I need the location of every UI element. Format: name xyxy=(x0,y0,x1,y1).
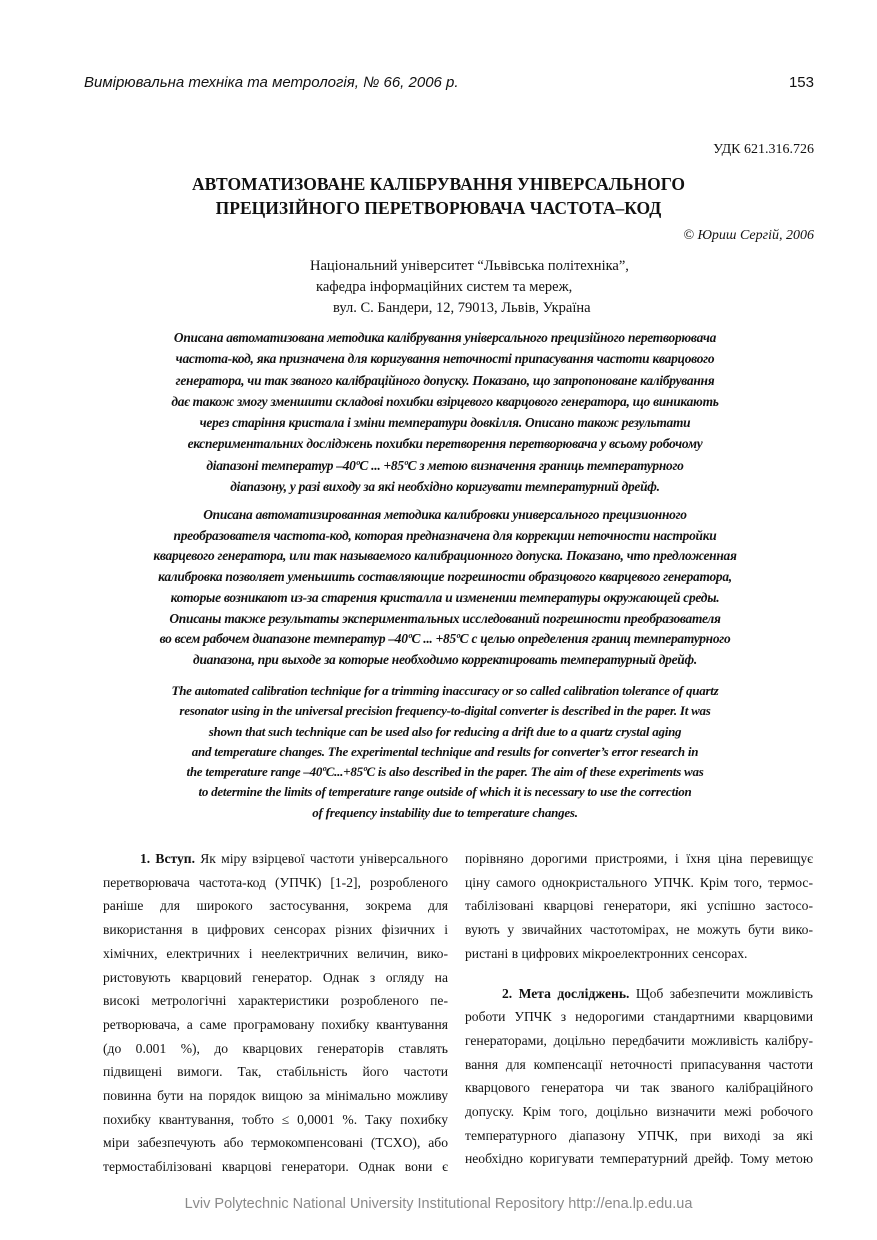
text-line: shown that such technique can be used also for reducing a drift due to a quartz crystal aging xyxy=(208,723,682,739)
text-line: The automated calibration technique for a trimming inaccuracy or so called calibration tolerance of quartz xyxy=(171,683,719,698)
repository-footer: Lviv Polytechnic National University Institutional Repository http://ena.lp.edu.ua xyxy=(184,1196,693,1212)
text-line: табілізовані кварцові генератори, які успішно застосо- xyxy=(465,898,813,914)
text-line: похибку квантування, тобто ≤ 0,0001 %. Таку похибку xyxy=(103,1111,448,1127)
text-line: ристані в цифрових мікроелектронних сенсорах. xyxy=(465,945,748,961)
text-line: дає також змогу зменшити складові похибки взірцевого кварцового генератора, що виникають xyxy=(171,393,719,409)
text-line: генераторами, доцільно передбачити можливість калібру- xyxy=(465,1032,813,1048)
text-line: необхідно коригувати температурний дрейф. Тому метою xyxy=(465,1151,813,1167)
text-line: преобразователя частота-код, которая предназначена для коррекции неточности настройки xyxy=(173,527,717,543)
text-line: во всем рабочем диапазоне температур –40ºC ... +85ºC с целью определения границ температурного xyxy=(159,631,731,647)
text-line: діапазоні температур –40ºC ... +85ºC з метою визначення границь температурного xyxy=(206,457,684,473)
body-text: Щоб забезпечити можливість xyxy=(629,985,813,1001)
running-header xyxy=(84,74,814,91)
text-line: допуску. Крім того, доцільно визначити межі робочого xyxy=(465,1104,813,1120)
body-column-left xyxy=(103,847,448,1179)
text-line: to determine the limits of temperature range outside of which it is necessary to use the correction xyxy=(198,784,692,800)
text-line: підвищені вимоги. Так, стабільність його частоти xyxy=(103,1064,448,1080)
text-line: міри забезпечують або термокомпенсовані (TCXO), або xyxy=(103,1135,448,1151)
text-line: раніше для широкого застосування, зокрема для xyxy=(103,898,448,914)
section-1-first-line xyxy=(103,847,448,871)
text-line: вують у звичайних частотомірах, не можуть бути вико- xyxy=(465,922,813,938)
abstract-russian xyxy=(100,505,790,671)
text-line: Описаны также результаты экспериментальных исследований погрешности преобразователя xyxy=(169,610,721,626)
text-line: використання в цифрових сенсорах різних фізичних і xyxy=(103,922,448,938)
journal-name: Вимірювальна техніка та метрологія, № 66, 2006 р. xyxy=(84,74,459,91)
text-line: температурного діапазону УПЧК, при виході за які xyxy=(465,1127,813,1143)
text-line: повинна бути на порядок вищою за мінімально можливу xyxy=(103,1088,448,1104)
body-column-right xyxy=(465,847,813,1171)
text-line: ціну самого однокристального УПЧК. Крім того, термос- xyxy=(465,874,813,890)
text-line: роботи УПЧК з недорогими стандартними кварцовими xyxy=(465,1009,813,1025)
title-line: АВТОМАТИЗОВАНЕ КАЛІБРУВАННЯ УНІВЕРСАЛЬНОГО xyxy=(191,174,686,194)
text-line: перетворювача частота-код (УПЧК) [1-2], розробленого xyxy=(103,874,448,890)
text-line: діапазону, у разі виходу за які необхідно коригувати температурний дрейф. xyxy=(230,479,660,495)
text-line: кварцового генератора чи так званого калібраційного xyxy=(465,1080,813,1096)
udk-code: УДК 621.316.726 xyxy=(713,142,814,157)
text-line: термостабілізовані кварцові генератори. Однак вони є xyxy=(103,1159,448,1175)
text-line: and temperature changes. The experimental technique and results for converter’s error research in xyxy=(191,743,699,759)
abstract-ukrainian xyxy=(100,327,790,497)
section-2-first-line xyxy=(465,982,813,1006)
text-line: експериментальних досліджень похибки перетворення перетворювача у всьому робочому xyxy=(187,436,703,452)
affiliation-line: вул. С. Бандери, 12, 79013, Львів, Україна xyxy=(333,300,591,316)
affiliation-line: кафедра інформаційних систем та мереж, xyxy=(316,279,573,295)
text-line: вання для компенсації неточності припасування частоти xyxy=(465,1056,813,1072)
text-line: Описана автоматизована методика калібрування універсального прецизійного перетворювача xyxy=(173,330,717,345)
text-line: ретворювача, а саме програмовану похибку квантування xyxy=(103,1016,448,1032)
text-line: кварцевого генератора, или так называемого калибрационного допуска. Показано, что предложенная xyxy=(153,548,737,564)
text-line: через старіння кристала і зміни температури довкілля. Описано також результати xyxy=(199,415,691,431)
text-line: хімічних, електричних і неелектричних величин, вико- xyxy=(103,945,448,961)
text-line: високі метрологічні характеристики розробленого пе- xyxy=(103,993,448,1009)
page-number: 153 xyxy=(788,74,814,91)
text-line: порівняно дорогими пристроями, і їхня ціна перевищує xyxy=(465,851,813,866)
text-line: resonator using in the universal precision frequency-to-digital converter is described in the paper. It was xyxy=(179,703,711,719)
text-line: генератора, чи так званого калібраційного допуску. Показано, що запропоноване калібрування xyxy=(175,372,715,388)
section-2-heading: 2. Мета досліджень. xyxy=(502,985,630,1001)
paper-title xyxy=(0,172,877,220)
text-line: Описана автоматизированная методика калибровки универсального прецизионного xyxy=(203,507,687,522)
text-line: ристовують кварцовий генератор. Однак з огляду на xyxy=(103,969,448,985)
abstract-english xyxy=(100,681,790,823)
text-line: the temperature range –40ºC...+85ºC is also described in the paper. The aim of these experiments was xyxy=(186,764,704,780)
text-line: частота-код, яка призначена для коригування неточності припасування частоти кварцового xyxy=(175,351,715,367)
affiliation-line: Національний університет “Львівська політехніка”, xyxy=(310,258,629,274)
text-line: of frequency instability due to temperature changes. xyxy=(312,804,578,820)
author: © Юриш Сергій, 2006 xyxy=(683,228,814,243)
body-text: Як міру взірцевої частоти універсального xyxy=(195,851,448,866)
text-line: калибровка позволяет уменьшить составляющие погрешности образцового кварцевого генератора, xyxy=(158,569,732,585)
title-line: ПРЕЦИЗІЙНОГО ПЕРЕТВОРЮВАЧА ЧАСТОТА–КОД xyxy=(215,198,662,218)
section-1-heading: 1. Вступ. xyxy=(140,851,196,866)
text-line: которые возникают из-за старения кристалла и изменении температуры окружающей среды. xyxy=(170,589,720,605)
text-line: диапазона, при выходе за которые необходимо корректировать температурный дрейф. xyxy=(193,651,697,667)
text-line: (до 0.001 %), до кварцових генераторів ставлять xyxy=(103,1040,448,1056)
